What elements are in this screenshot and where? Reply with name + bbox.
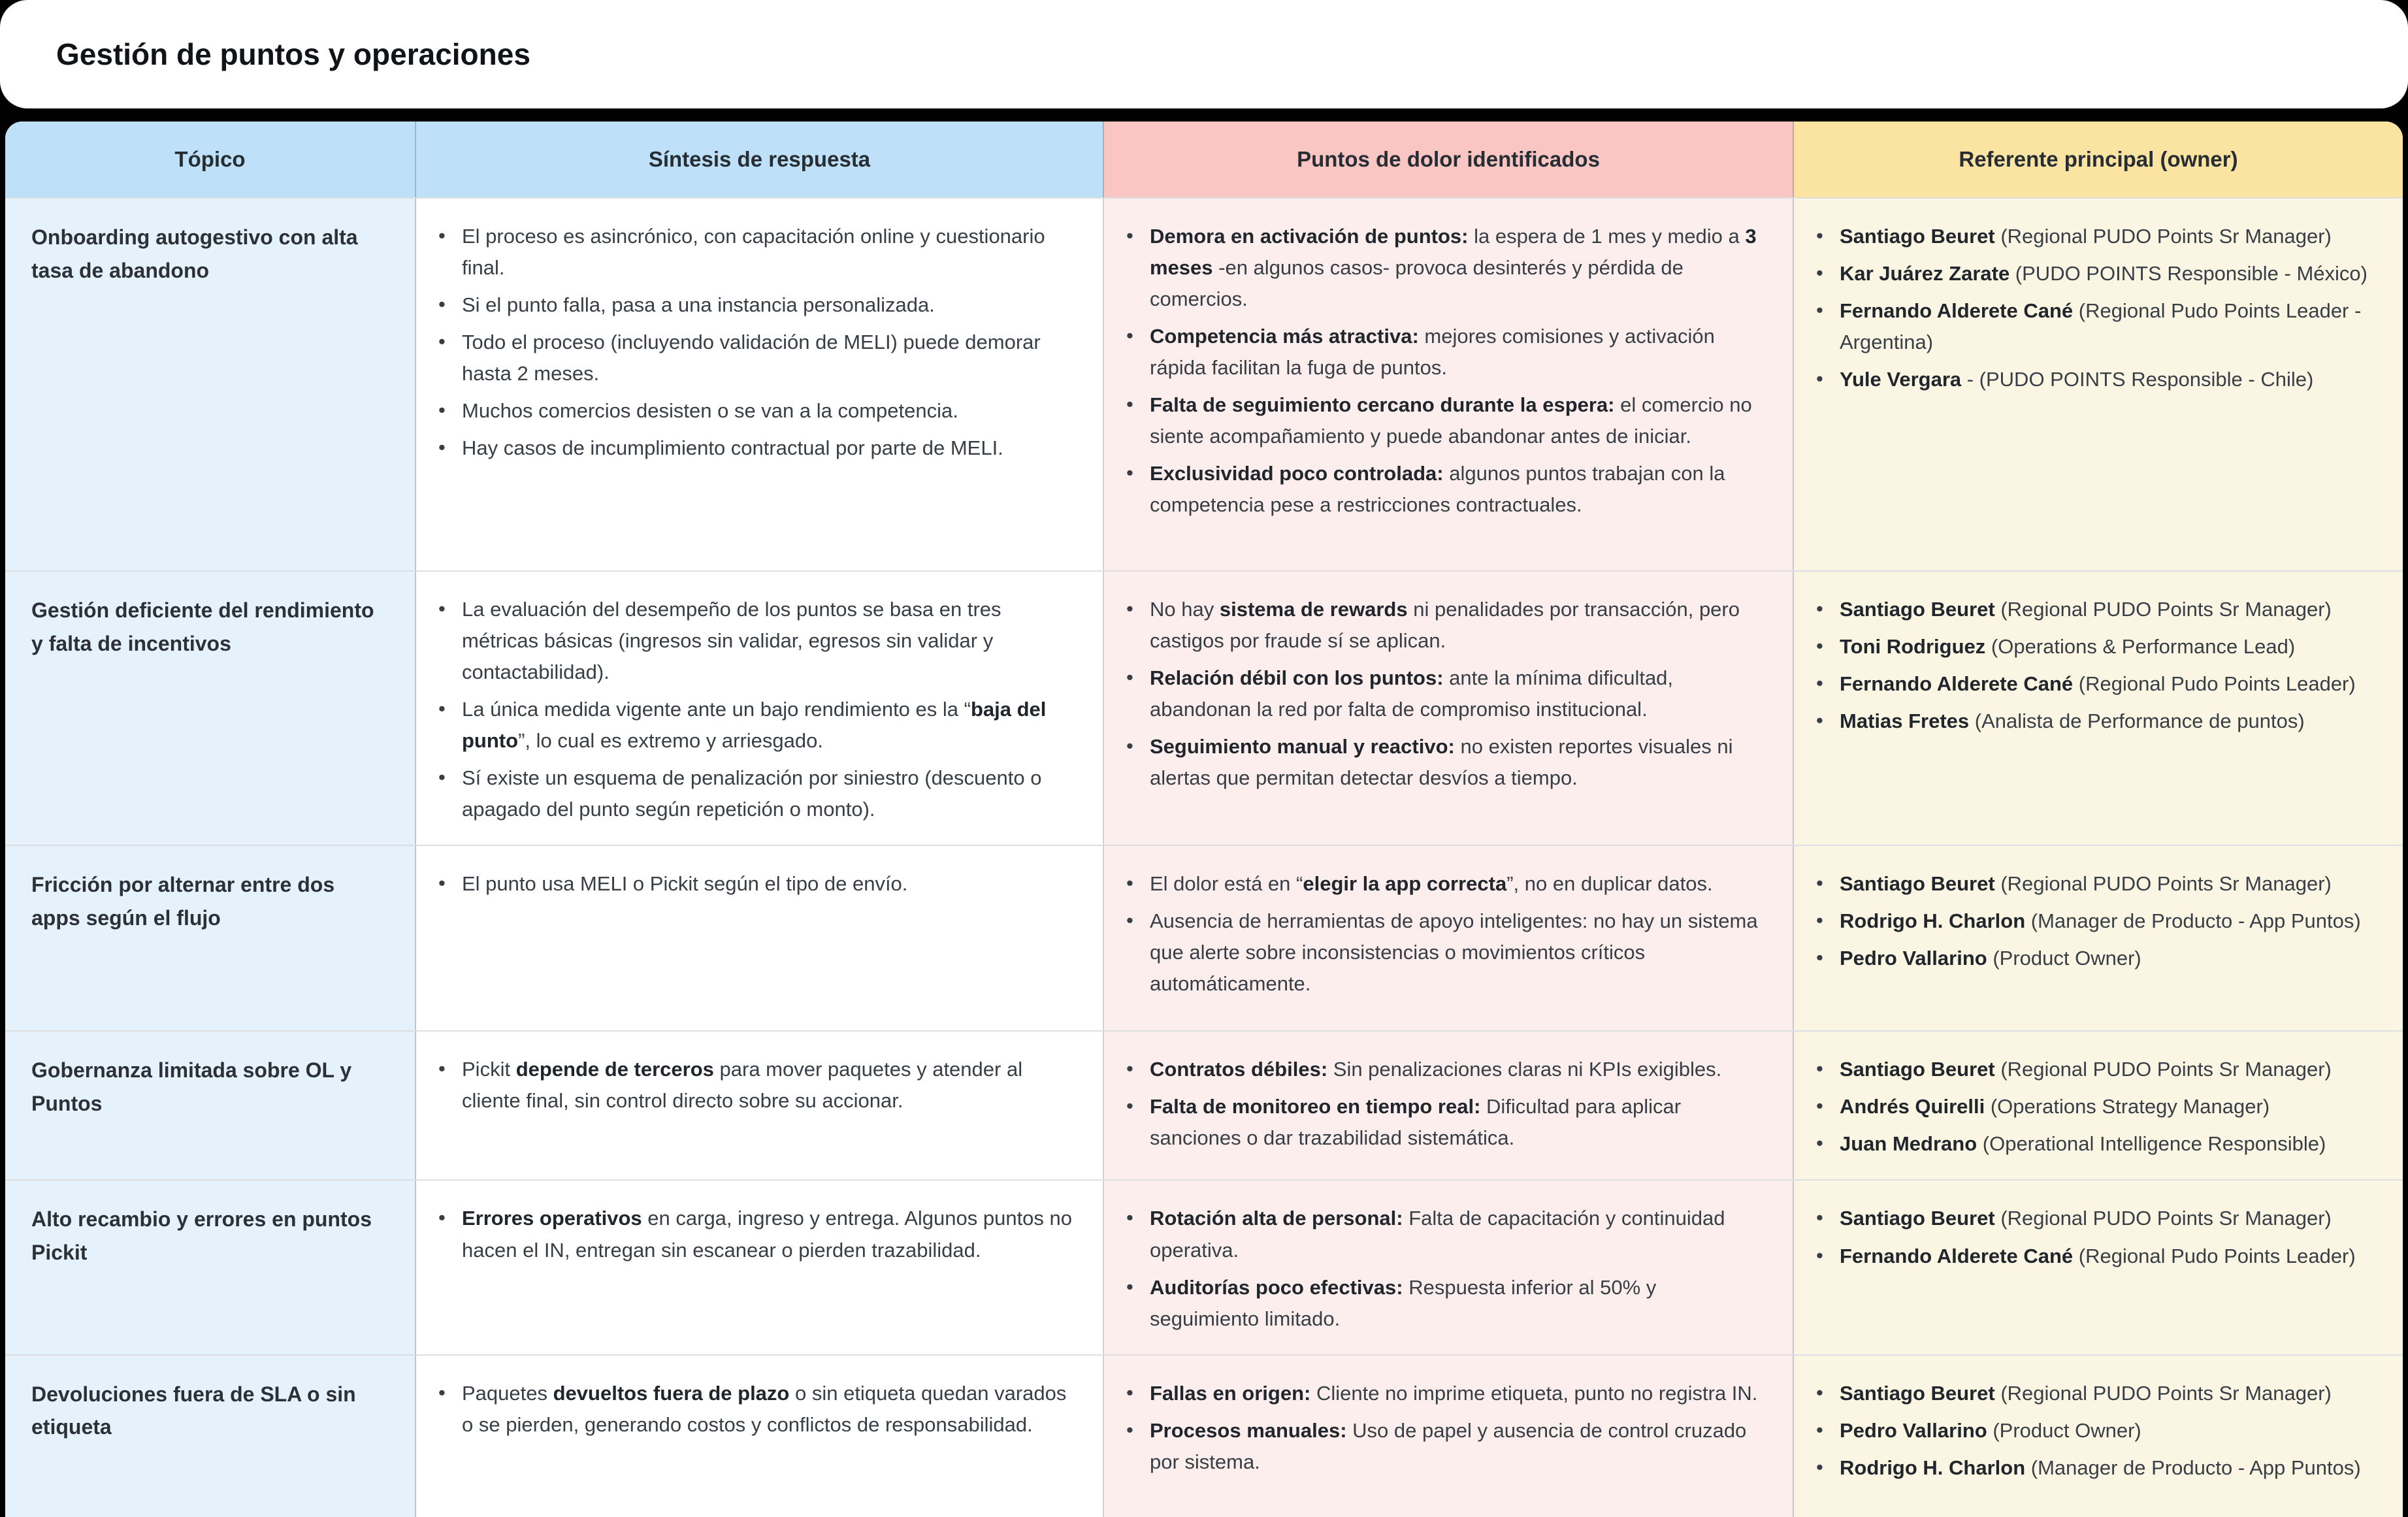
list-item [1116, 662, 1766, 725]
bold-text: Errores operativos [462, 1207, 642, 1230]
bold-text: Competencia más atractiva: [1150, 325, 1419, 348]
bold-text: Fernando Alderete Cané [1840, 672, 2074, 696]
text: La única medida vigente ante un bajo rendimiento es la “ [462, 698, 971, 721]
column-header-topico: Tópico [5, 122, 416, 197]
list-item [1806, 364, 2377, 395]
text: (Product Owner) [1987, 1418, 2141, 1442]
table-body [5, 197, 2403, 1517]
topic-text: Alto recambio y errores en puntos Pickit [31, 1207, 372, 1265]
bold-text: sistema de rewards [1219, 598, 1408, 621]
text: El punto usa MELI o Pickit según el tipo de envío. [462, 872, 908, 896]
bullet-list [428, 868, 1077, 900]
cell-dolor [1104, 572, 1794, 845]
text: (PUDO POINTS Responsible - México) [2009, 262, 2367, 285]
list-item [1806, 258, 2377, 289]
bold-text: Rodrigo H. Charlon [1840, 909, 2026, 933]
table-row [5, 1354, 2403, 1517]
topic-text: Fricción por alternar entre dos apps según el flujo [31, 873, 335, 930]
list-item [428, 694, 1077, 757]
list-item [428, 289, 1077, 321]
page-title: Gestión de puntos y operaciones [56, 37, 530, 71]
text: Sí existe un esquema de penalización por siniestro (descuento o apagado del punto según repetición o monto). [462, 766, 1042, 821]
column-header-sintesis: Síntesis de respuesta [416, 122, 1104, 197]
text: (Regional Pudo Points Leader) [2073, 672, 2356, 696]
bullet-list [1806, 868, 2377, 974]
list-item [1116, 321, 1766, 383]
bold-text: Falta de monitoreo en tiempo real: [1150, 1095, 1481, 1118]
topic-text: Gobernanza limitada sobre OL y Puntos [31, 1058, 352, 1115]
list-item [1116, 458, 1766, 521]
list-item [428, 1378, 1077, 1441]
list-item [1806, 1415, 2377, 1446]
text: (Operations & Performance Lead) [1985, 635, 2296, 659]
text: Falta de capacitación y continuidad operativa. [1150, 1207, 1725, 1262]
bold-text: Falta de seguimiento cercano durante la espera: [1150, 393, 1615, 417]
text: el comercio no siente acompañamiento y puede abandonar antes de iniciar. [1150, 393, 1752, 448]
bold-text: 3 meses [1150, 225, 1757, 280]
text: (Regional PUDO Points Sr Manager) [1994, 598, 2332, 621]
list-item [1806, 1452, 2377, 1484]
text: (Product Owner) [1987, 947, 2141, 970]
list-item [1116, 1091, 1766, 1154]
text: (Analista de Performance de puntos) [1969, 710, 2305, 733]
text: Si el punto falla, pasa a una instancia personalizada. [462, 293, 935, 317]
text: No hay [1150, 598, 1220, 621]
bold-text: Santiago Beuret [1840, 1058, 1995, 1081]
list-item [1116, 1378, 1766, 1409]
bold-text: Yule Vergara [1840, 368, 1962, 391]
list-item [1116, 1054, 1766, 1085]
list-item [428, 221, 1077, 284]
cell-referente [1794, 846, 2403, 1030]
cell-sintesis [416, 199, 1104, 570]
bold-text: Santiago Beuret [1840, 872, 1995, 896]
cell-referente [1794, 1032, 2403, 1179]
cell-referente [1794, 572, 2403, 845]
bold-text: Fallas en origen: [1150, 1381, 1311, 1405]
bold-text: Pedro Vallarino [1840, 947, 1987, 970]
bullet-list [1116, 221, 1766, 521]
text: La evaluación del desempeño de los puntos se basa en tres métricas básicas (ingresos sin validar, egresos sin validar y contactabilidad). [462, 598, 1001, 684]
list-item [1116, 1203, 1766, 1265]
bold-text: depende de terceros [515, 1058, 714, 1081]
text: - (PUDO POINTS Responsible - Chile) [1961, 368, 2314, 391]
table-row [5, 570, 2403, 845]
list-item [1116, 389, 1766, 452]
list-item [428, 327, 1077, 389]
list-item [1116, 868, 1766, 900]
column-header-dolor: Puntos de dolor identificados [1104, 122, 1794, 197]
list-item [1806, 221, 2377, 252]
list-item [1806, 594, 2377, 625]
text: (Manager de Producto - App Puntos) [2025, 1456, 2361, 1479]
topic-text: Onboarding autogestivo con alta tasa de abandono [31, 225, 358, 282]
cell-topico [5, 1032, 416, 1179]
bold-text: Santiago Beuret [1840, 598, 1995, 621]
list-item [428, 432, 1077, 464]
cell-referente [1794, 1356, 2403, 1517]
text: Sin penalizaciones claras ni KPIs exigibles. [1327, 1058, 1722, 1081]
list-item [428, 594, 1077, 688]
list-item [428, 1054, 1077, 1117]
text: El dolor está en “ [1150, 872, 1303, 896]
bold-text: Matias Fretes [1840, 710, 1970, 733]
bold-text: Kar Juárez Zarate [1840, 262, 2010, 285]
cell-topico [5, 1181, 416, 1354]
bullet-list [428, 221, 1077, 464]
cell-dolor [1104, 1181, 1794, 1354]
cell-dolor [1104, 199, 1794, 570]
bold-text: Santiago Beuret [1840, 1207, 1995, 1230]
bold-text: elegir la app correcta [1303, 872, 1507, 896]
text: la espera de 1 mes y medio a [1468, 225, 1746, 248]
text: ante la mínima dificultad, abandonan la red por falta de compromiso institucional. [1150, 666, 1674, 721]
list-item [1116, 1272, 1766, 1335]
bullet-list [1116, 1378, 1766, 1478]
bold-text: Fernando Alderete Cané [1840, 299, 2074, 323]
bold-text: Seguimiento manual y reactivo: [1150, 735, 1455, 758]
text: Ausencia de herramientas de apoyo inteligentes: no hay un sistema que alerte sobre inconsistencias o movimientos críticos automáticamente. [1150, 909, 1758, 996]
bold-text: baja del punto [462, 698, 1047, 753]
table-header-row [5, 122, 2403, 197]
bullet-list [428, 1054, 1077, 1117]
cell-topico [5, 846, 416, 1030]
cell-referente [1794, 199, 2403, 570]
bold-text: Juan Medrano [1840, 1132, 1977, 1156]
topics-table [5, 122, 2403, 1517]
text: en carga, ingreso y entrega. Algunos puntos no hacen el IN, entregan sin escanear o pierden trazabilidad. [462, 1207, 1073, 1262]
cell-sintesis [416, 846, 1104, 1030]
list-item [1806, 1091, 2377, 1122]
bold-text: Procesos manuales: [1150, 1418, 1347, 1442]
cell-topico [5, 199, 416, 570]
bold-text: Pedro Vallarino [1840, 1418, 1987, 1442]
text: Uso de papel y ausencia de control cruzado por sistema. [1150, 1418, 1747, 1473]
list-item [428, 762, 1077, 825]
bold-text: Exclusividad poco controlada: [1150, 462, 1444, 485]
bold-text: Relación débil con los puntos: [1150, 666, 1444, 690]
bullet-list [1116, 1054, 1766, 1154]
cell-topico [5, 1356, 416, 1517]
cell-sintesis [416, 572, 1104, 845]
bold-text: Santiago Beuret [1840, 225, 1995, 248]
text: no existen reportes visuales ni alertas que permitan detectar desvíos a tiempo. [1150, 735, 1733, 790]
table-row [5, 845, 2403, 1030]
text: Muchos comercios desisten o se van a la competencia. [462, 399, 958, 423]
text: (Manager de Producto - App Puntos) [2025, 909, 2361, 933]
text: Hay casos de incumplimiento contractual por parte de MELI. [462, 436, 1003, 460]
table-row [5, 197, 2403, 570]
list-item [1806, 295, 2377, 358]
table-row [5, 1030, 2403, 1179]
bullet-list [1116, 868, 1766, 1000]
text: ni penalidades por transacción, pero castigos por fraude sí se aplican. [1150, 598, 1740, 653]
list-item [1806, 668, 2377, 700]
text: Todo el proceso (incluyendo validación de MELI) puede demorar hasta 2 meses. [462, 331, 1041, 385]
text: Dificultad para aplicar sanciones o dar trazabilidad sistemática. [1150, 1095, 1682, 1150]
list-item [1116, 594, 1766, 657]
bold-text: Contratos débiles: [1150, 1058, 1328, 1081]
list-item [1806, 943, 2377, 974]
bold-text: devueltos fuera de plazo [553, 1381, 790, 1405]
list-item [1806, 1241, 2377, 1272]
list-item [1806, 631, 2377, 662]
list-item [428, 395, 1077, 427]
bullet-list [1806, 221, 2377, 395]
bold-text: Toni Rodriguez [1840, 635, 1986, 659]
cell-dolor [1104, 1032, 1794, 1179]
text: (Regional PUDO Points Sr Manager) [1994, 1381, 2332, 1405]
text: (Operations Strategy Manager) [1985, 1095, 2270, 1118]
text: (Regional Pudo Points Leader - Argentina) [1840, 299, 2362, 354]
bullet-list [1116, 1203, 1766, 1334]
cell-dolor [1104, 846, 1794, 1030]
list-item [1806, 706, 2377, 737]
text: ”, no en duplicar datos. [1506, 872, 1713, 896]
text: para mover paquetes y atender al cliente final, sin control directo sobre su accionar. [462, 1058, 1023, 1113]
bullet-list [1806, 1054, 2377, 1160]
text: mejores comisiones y activación rápida facilitan la fuga de puntos. [1150, 325, 1715, 380]
list-item [428, 1203, 1077, 1265]
list-item [1806, 1054, 2377, 1085]
bold-text: Santiago Beuret [1840, 1381, 1995, 1405]
bold-text: Auditorías poco efectivas: [1150, 1275, 1403, 1299]
cell-referente [1794, 1181, 2403, 1354]
bullet-list [1806, 1378, 2377, 1484]
list-item [1806, 905, 2377, 937]
list-item [1116, 1415, 1766, 1478]
bullet-list [428, 1378, 1077, 1441]
topic-text: Gestión deficiente del rendimiento y falta de incentivos [31, 598, 374, 655]
text: o sin etiqueta quedan varados o se pierden, generando costos y conflictos de responsabilidad. [462, 1381, 1067, 1436]
text: (Regional PUDO Points Sr Manager) [1994, 225, 2332, 248]
table-row [5, 1179, 2403, 1354]
text: Pickit [462, 1058, 516, 1081]
bullet-list [1116, 594, 1766, 794]
bold-text: Rotación alta de personal: [1150, 1207, 1403, 1230]
bold-text: Fernando Alderete Cané [1840, 1244, 2074, 1267]
bullet-list [428, 1203, 1077, 1265]
text: El proceso es asincrónico, con capacitación online y cuestionario final. [462, 225, 1045, 280]
cell-sintesis [416, 1181, 1104, 1354]
list-item [428, 868, 1077, 900]
text: Cliente no imprime etiqueta, punto no registra IN. [1310, 1381, 1758, 1405]
cell-dolor [1104, 1356, 1794, 1517]
text: (Operational Intelligence Responsible) [1977, 1132, 2326, 1156]
column-header-referente: Referente principal (owner) [1794, 122, 2403, 197]
list-item [1116, 731, 1766, 794]
text: Respuesta inferior al 50% y seguimiento limitado. [1150, 1275, 1657, 1330]
text: -en algunos casos- provoca desinterés y pérdida de comercios. [1150, 256, 1684, 311]
list-item [1806, 868, 2377, 900]
window-title-bar [0, 0, 2408, 108]
text: (Regional PUDO Points Sr Manager) [1994, 1058, 2332, 1081]
list-item [1806, 1128, 2377, 1160]
text: ”, lo cual es extremo y arriesgado. [518, 729, 824, 753]
text: Paquetes [462, 1381, 553, 1405]
cell-sintesis [416, 1032, 1104, 1179]
list-item [1116, 221, 1766, 315]
text: (Regional PUDO Points Sr Manager) [1994, 1207, 2332, 1230]
bullet-list [1806, 594, 2377, 737]
bold-text: Andrés Quirelli [1840, 1095, 1985, 1118]
bold-text: Demora en activación de puntos: [1150, 225, 1469, 248]
cell-topico [5, 572, 416, 845]
list-item [1116, 905, 1766, 1000]
text: (Regional Pudo Points Leader) [2073, 1244, 2356, 1267]
list-item [1806, 1203, 2377, 1234]
text: (Regional PUDO Points Sr Manager) [1994, 872, 2332, 896]
bullet-list [1806, 1203, 2377, 1271]
topic-text: Devoluciones fuera de SLA o sin etiqueta [31, 1382, 356, 1439]
cell-sintesis [416, 1356, 1104, 1517]
bullet-list [428, 594, 1077, 825]
bold-text: Rodrigo H. Charlon [1840, 1456, 2026, 1479]
list-item [1806, 1378, 2377, 1409]
text: algunos puntos trabajan con la competencia pese a restricciones contractuales. [1150, 462, 1725, 517]
